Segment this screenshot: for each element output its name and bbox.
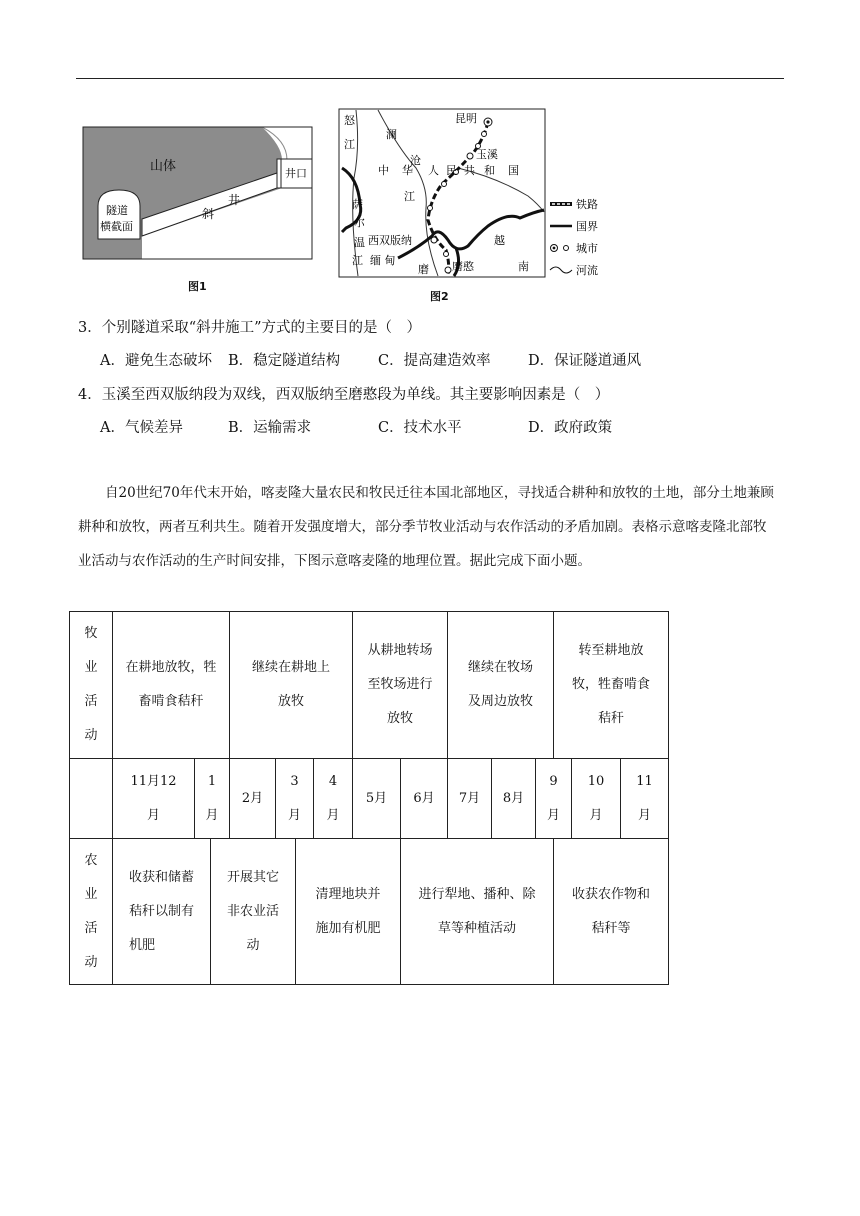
month-cell-11: 10 月 [571, 758, 621, 839]
figure-2-caption: 图2 [430, 290, 449, 303]
month-cell-3: 2月 [229, 758, 276, 839]
q3-option-c: C．提高建造效率 [378, 353, 491, 369]
map-label-country-b: 华 [402, 164, 413, 177]
figure-1 [82, 126, 314, 296]
row3-cell-2: 开展其它 非农业活 动 [210, 838, 296, 985]
map-label-nu-1: 怒 [344, 114, 355, 127]
row3-cell-4: 进行犁地、播种、除 草等种植活动 [400, 838, 554, 985]
row1-header: 牧 业 活 动 [69, 611, 113, 759]
month-cell-6: 5月 [352, 758, 401, 839]
map-label-er: 尔 [354, 216, 365, 229]
map-label-lan: 澜 [386, 128, 397, 141]
map-legend [550, 197, 598, 277]
q4-option-d: D．政府政策 [528, 420, 613, 436]
row1-cell-1: 在耕地放牧，牲 畜啃食秸秆 [112, 611, 230, 759]
question-3 [78, 316, 421, 337]
month-cell-7: 6月 [400, 758, 448, 839]
map-label-yuxi: 玉溪 [476, 148, 498, 161]
month-cell-9: 8月 [491, 758, 536, 839]
map-label-xishuangbanna: 西双版纳 [368, 234, 412, 247]
legend-border: 国界 [576, 220, 598, 233]
month-cell-10: 9 月 [535, 758, 572, 839]
row1-cell-5: 转至耕地放 牧，牲畜啃食 秸秆 [553, 611, 669, 759]
entrance-label: 井口 [285, 167, 307, 180]
row3-cell-3: 清理地块并 施加有机肥 [295, 838, 401, 985]
map-label-cang: 沧 [410, 154, 421, 167]
question-3-number: 3． [78, 320, 102, 336]
map-label-country-d: 民 [446, 164, 457, 177]
figure-1-caption: 图1 [188, 280, 207, 293]
shaft-label-2: 斜 [202, 207, 215, 221]
row3-cell-1: 收获和储蓄 秸秆以制有 机肥 [112, 838, 211, 985]
passage: 自20世纪70年代末开始，喀麦隆大量农民和牧民迁往本国北部地区，寻找适合耕种和放牧的土地，部分土地兼顾耕种和放牧，两者互利共生。随着开发强度增大，部分季节牧业活动与农作活动的矛盾加剧。表格示意喀麦隆北部牧业活动与农作活动的生产时间安排，下图示意喀麦隆的地理位置。据此完成下面小题。 [78, 485, 774, 569]
row1-cell-4: 继续在牧场 及周边放牧 [447, 611, 554, 759]
month-cell-5: 4 月 [313, 758, 353, 839]
q3-option-b: B．稳定隧道结构 [228, 353, 341, 369]
map-label-jiang: 江 [404, 190, 415, 203]
map-label-country-g: 国 [508, 164, 519, 177]
q4-option-a: A．气候差异 [100, 420, 183, 436]
map-label-country-e: 共 [464, 164, 475, 177]
legend-railway: 铁路 [576, 198, 598, 211]
header-rule [76, 78, 784, 79]
tunnel-label-1: 隧道 [106, 204, 128, 217]
month-cell-12: 11 月 [620, 758, 669, 839]
map-label-mohan: 磨憨 [452, 260, 474, 273]
q3-option-a: A．避免生态破坏 [100, 353, 212, 369]
row3-cell-5: 收获农作物和 秸秆等 [553, 838, 669, 985]
mountain-label: 山体 [150, 159, 177, 174]
question-4-number: 4． [78, 387, 102, 403]
question-3-text: 个别隧道采取“斜井施工”方式的主要目的是（ ） [101, 320, 422, 336]
legend-city: 城市 [576, 242, 598, 255]
month-cell-4: 3 月 [275, 758, 314, 839]
map-label-nan: 南 [518, 260, 529, 273]
map-label-myanmar: 缅 甸 [370, 254, 396, 267]
map-label-wen: 温 [354, 236, 365, 249]
map-label-yue: 越 [494, 234, 505, 247]
map-label-country-c: 人 [428, 164, 439, 177]
question-4-text: 玉溪至西双版纳段为双线，西双版纳至磨憨段为单线。其主要影响因素是（ ） [101, 387, 610, 403]
map-label-jiang2: 江 [352, 254, 363, 267]
month-cell-8: 7月 [447, 758, 492, 839]
map-label-mo: 磨 [418, 263, 429, 276]
tunnel-label-2: 横截面 [100, 220, 133, 233]
map-label-kunming: 昆明 [455, 112, 477, 125]
question-4 [78, 383, 609, 404]
map-label-sa: 萨 [352, 198, 363, 211]
map-label-nu-2: 江 [344, 138, 355, 151]
q4-option-c: C．技术水平 [378, 420, 462, 436]
map-yunnan [338, 108, 638, 280]
figure-2 [338, 108, 638, 304]
row1-cell-2: 继续在耕地上 放牧 [229, 611, 353, 759]
row3-header: 农 业 活 动 [69, 838, 113, 985]
q3-option-d: D．保证隧道通风 [528, 353, 642, 369]
tunnel-diagram [82, 126, 314, 262]
row1-cell-3: 从耕地转场 至牧场进行 放牧 [352, 611, 448, 759]
legend-river: 河流 [576, 264, 598, 277]
map-label-country-a: 中 [378, 164, 389, 177]
shaft-label-1: 井 [228, 193, 241, 207]
month-cell-1: 11月12 月 [112, 758, 195, 839]
row2-header [69, 758, 113, 839]
q4-option-b: B．运输需求 [228, 420, 312, 436]
map-label-country-f: 和 [484, 164, 495, 177]
month-cell-2: 1 月 [194, 758, 230, 839]
